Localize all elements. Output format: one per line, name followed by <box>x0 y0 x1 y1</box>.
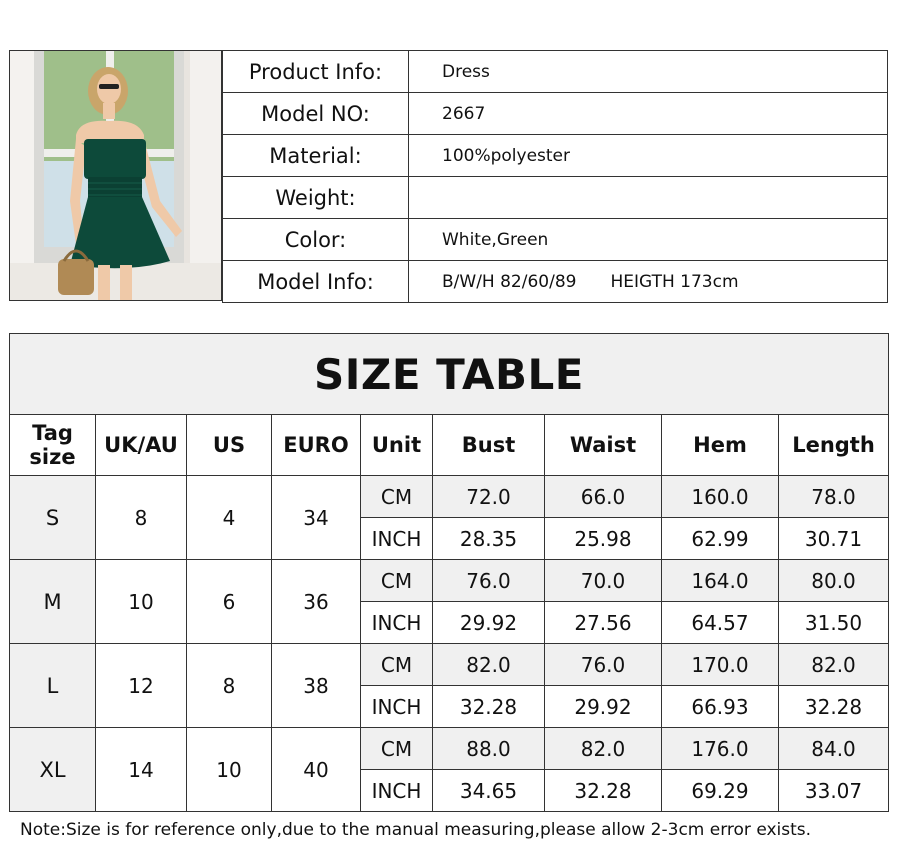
model-measurements: B/W/H 82/60/89 <box>442 271 577 292</box>
uk-au-cell: 10 <box>96 560 187 644</box>
info-row-product <box>223 51 888 93</box>
waist-cell: 25.98 <box>545 518 662 560</box>
hem-cell: 160.0 <box>662 476 779 518</box>
info-row-weight <box>223 177 888 219</box>
unit-cell: CM <box>361 476 433 518</box>
table-row <box>10 476 889 518</box>
tag-size-cell: XL <box>10 728 96 812</box>
tag-size-cell: M <box>10 560 96 644</box>
info-label: Color: <box>223 219 409 261</box>
info-label: Material: <box>223 135 409 177</box>
info-row-model-no <box>223 93 888 135</box>
bust-cell: 28.35 <box>433 518 545 560</box>
header-cell: Unit <box>361 415 433 476</box>
unit-cell: CM <box>361 644 433 686</box>
product-info-table <box>222 50 888 303</box>
bust-cell: 32.28 <box>433 686 545 728</box>
info-value: 100%polyester <box>409 135 888 177</box>
info-label: Model NO: <box>223 93 409 135</box>
info-row-material <box>223 135 888 177</box>
bust-cell: 72.0 <box>433 476 545 518</box>
info-row-color <box>223 219 888 261</box>
info-value: White,Green <box>409 219 888 261</box>
us-cell: 6 <box>187 560 272 644</box>
length-cell: 31.50 <box>779 602 889 644</box>
header-cell: Length <box>779 415 889 476</box>
info-label: Model Info: <box>223 261 409 303</box>
length-cell: 32.28 <box>779 686 889 728</box>
length-cell: 78.0 <box>779 476 889 518</box>
uk-au-cell: 12 <box>96 644 187 728</box>
bust-cell: 88.0 <box>433 728 545 770</box>
header-cell: Hem <box>662 415 779 476</box>
unit-cell: INCH <box>361 518 433 560</box>
euro-cell: 38 <box>272 644 361 728</box>
uk-au-cell: 8 <box>96 476 187 560</box>
euro-cell: 34 <box>272 476 361 560</box>
length-cell: 82.0 <box>779 644 889 686</box>
hem-cell: 164.0 <box>662 560 779 602</box>
hem-cell: 64.57 <box>662 602 779 644</box>
tag-size-cell: L <box>10 644 96 728</box>
us-cell: 10 <box>187 728 272 812</box>
size-table-title: SIZE TABLE <box>10 334 889 415</box>
info-value <box>409 177 888 219</box>
info-label: Product Info: <box>223 51 409 93</box>
waist-cell: 70.0 <box>545 560 662 602</box>
header-cell: EURO <box>272 415 361 476</box>
header-cell: Bust <box>433 415 545 476</box>
size-table-header <box>10 415 889 476</box>
length-cell: 30.71 <box>779 518 889 560</box>
header-cell: US <box>187 415 272 476</box>
model-photo <box>9 50 222 301</box>
unit-cell: CM <box>361 728 433 770</box>
uk-au-cell: 14 <box>96 728 187 812</box>
info-label: Weight: <box>223 177 409 219</box>
size-table <box>9 333 889 812</box>
hem-cell: 170.0 <box>662 644 779 686</box>
info-value: Dress <box>409 51 888 93</box>
unit-cell: INCH <box>361 602 433 644</box>
length-cell: 33.07 <box>779 770 889 812</box>
header-cell: Tag size <box>10 415 96 476</box>
us-cell: 8 <box>187 644 272 728</box>
waist-cell: 66.0 <box>545 476 662 518</box>
info-row-model-info <box>223 261 888 303</box>
unit-cell: INCH <box>361 686 433 728</box>
bust-cell: 34.65 <box>433 770 545 812</box>
info-value <box>409 261 888 303</box>
waist-cell: 76.0 <box>545 644 662 686</box>
waist-cell: 82.0 <box>545 728 662 770</box>
table-row <box>10 728 889 770</box>
header-cell: Waist <box>545 415 662 476</box>
info-value: 2667 <box>409 93 888 135</box>
bust-cell: 76.0 <box>433 560 545 602</box>
header-cell: UK/AU <box>96 415 187 476</box>
us-cell: 4 <box>187 476 272 560</box>
hem-cell: 69.29 <box>662 770 779 812</box>
euro-cell: 40 <box>272 728 361 812</box>
euro-cell: 36 <box>272 560 361 644</box>
unit-cell: INCH <box>361 770 433 812</box>
hem-cell: 176.0 <box>662 728 779 770</box>
hem-cell: 66.93 <box>662 686 779 728</box>
waist-cell: 29.92 <box>545 686 662 728</box>
length-cell: 80.0 <box>779 560 889 602</box>
tag-size-cell: S <box>10 476 96 560</box>
model-photo-illustration <box>10 51 222 301</box>
bust-cell: 82.0 <box>433 644 545 686</box>
waist-cell: 32.28 <box>545 770 662 812</box>
waist-cell: 27.56 <box>545 602 662 644</box>
size-note: Note:Size is for reference only,due to the manual measuring,please allow 2-3cm error exists. <box>20 820 812 840</box>
table-row <box>10 644 889 686</box>
length-cell: 84.0 <box>779 728 889 770</box>
hem-cell: 62.99 <box>662 518 779 560</box>
model-height: HEIGTH 173cm <box>610 271 739 292</box>
table-row <box>10 560 889 602</box>
unit-cell: CM <box>361 560 433 602</box>
bust-cell: 29.92 <box>433 602 545 644</box>
